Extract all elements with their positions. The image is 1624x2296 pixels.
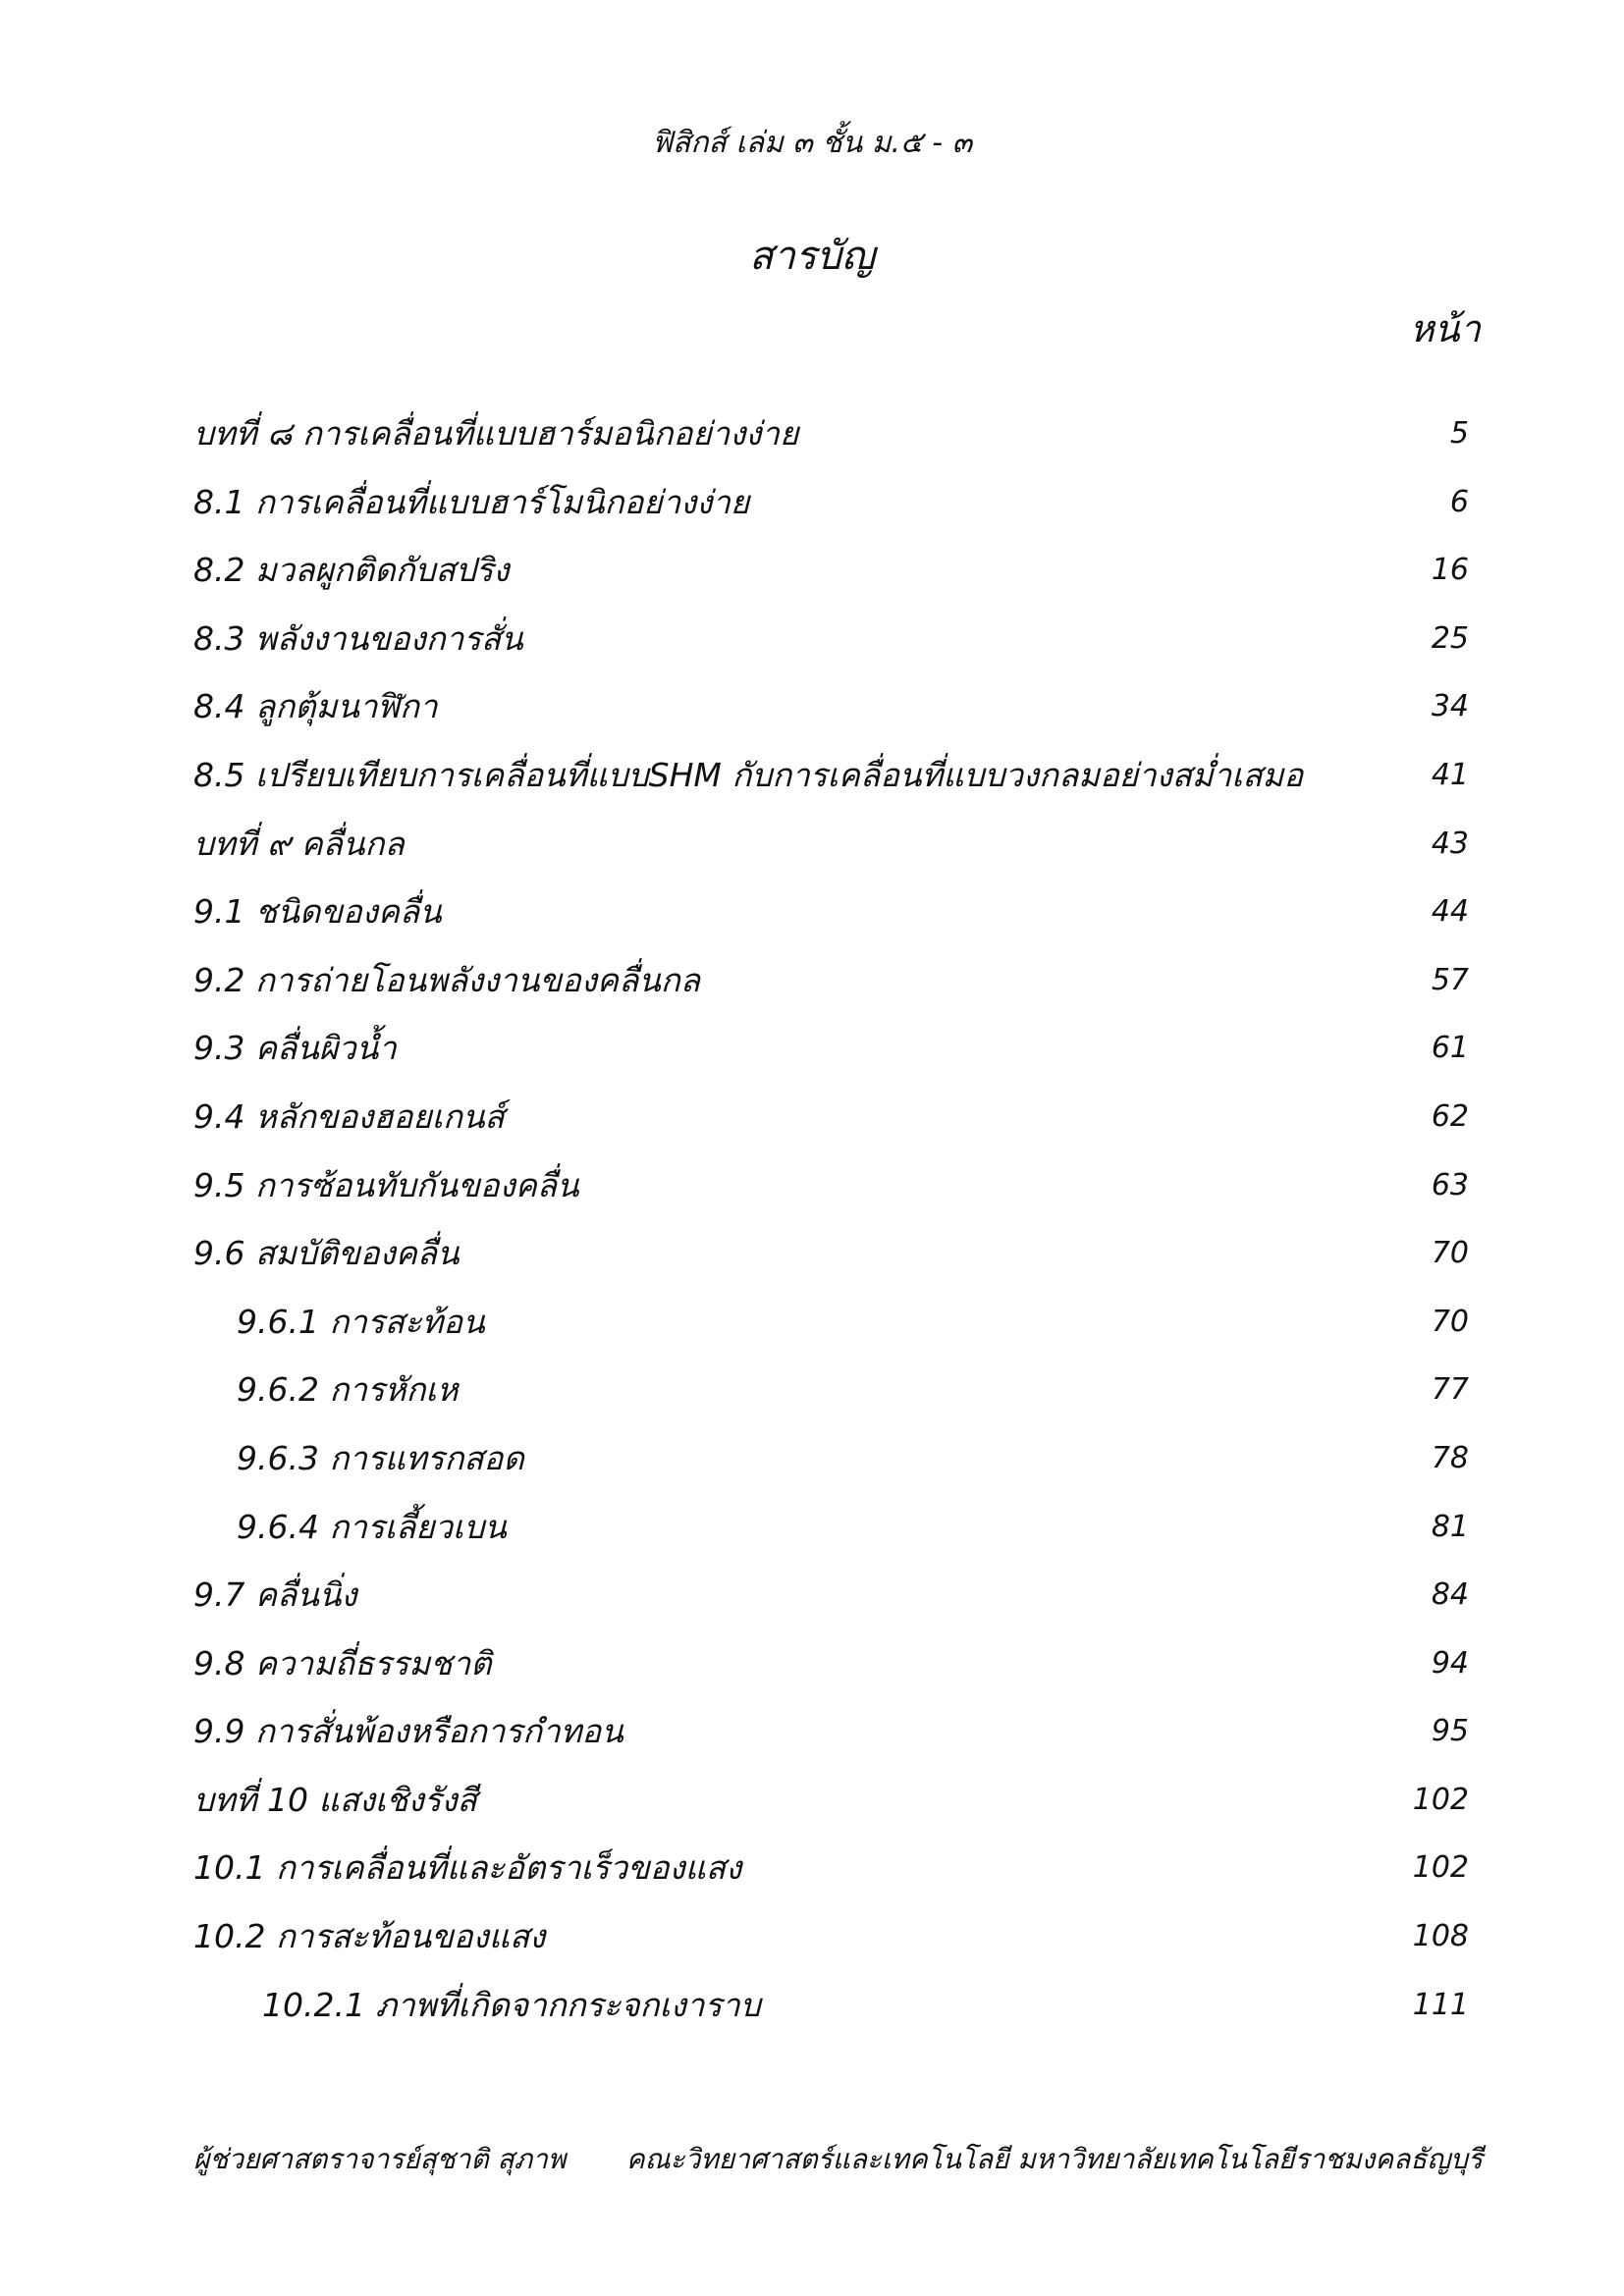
toc-entry-title: 8.5 เปรียบเทียบการเคลื่อนที่แบบSHM กับการเคลื่อนที่แบบวงกลมอย่างสม่ำเสมอ [193, 755, 1304, 794]
toc-entry [193, 610, 1483, 678]
footer-affiliation: คณะวิทยาศาสตร์และเทคโนโลยี มหาวิทยาลัยเทคโนโลยีราชมงคลธัญบุรี [625, 2143, 1483, 2175]
toc-entry [193, 473, 1483, 542]
toc-entry-page: 63 [1431, 1167, 1469, 1202]
toc-entry-title: บทที่ 10 แสงเชิงรังสี [193, 1780, 477, 1819]
toc-entry-title: 9.7 คลื่นนิ่ง [193, 1575, 357, 1615]
footer-author: ผู้ช่วยศาสตราจารย์สุชาติ สุภาพ [193, 2143, 567, 2175]
toc-entry [193, 1224, 1483, 1293]
toc-entry-title: 9.3 คลื่นผิวน้ำ [193, 1029, 397, 1068]
toc-entry-page: 16 [1431, 553, 1469, 588]
toc-entry [193, 815, 1483, 883]
toc-subentry [193, 1498, 1483, 1567]
page-column-label: หน้า [1409, 307, 1481, 350]
toc-entry-page: 62 [1431, 1098, 1469, 1134]
toc-entry-title: 8.2 มวลผูกติดกับสปริง [193, 551, 510, 590]
toc-entry [193, 951, 1483, 1020]
toc-entry-page: 78 [1431, 1440, 1469, 1475]
toc-entry-page: 44 [1431, 894, 1469, 930]
toc-entry-page: 81 [1431, 1509, 1469, 1544]
toc-entry-page: 77 [1431, 1372, 1469, 1408]
toc-entry [193, 1771, 1483, 1840]
toc-entry-page: 95 [1431, 1714, 1469, 1749]
toc-entry [193, 541, 1483, 610]
toc-entry-page: 102 [1412, 1782, 1469, 1817]
toc-subentry [193, 1429, 1483, 1498]
toc-entry [193, 882, 1483, 951]
toc-entry [193, 1634, 1483, 1703]
toc-entry [193, 746, 1483, 815]
toc-entry-title: 8.1 การเคลื่อนที่แบบฮาร์โมนิกอย่างง่าย [193, 482, 750, 521]
toc-subentry [193, 1293, 1483, 1362]
toc-entry [193, 1019, 1483, 1088]
toc-subentry [193, 1976, 1483, 2045]
toc-entry-title: 8.3 พลังงานของการสั่น [193, 618, 523, 658]
toc-entry-title: 9.6.4 การเลี้ยวเบน [237, 1507, 507, 1546]
toc-entry-page: 70 [1431, 1236, 1469, 1271]
toc-entry-title: 9.8 ความถี่ธรรมชาติ [193, 1643, 492, 1682]
toc-entry-title: 10.1 การเคลื่อนที่และอัตราเร็วของแสง [193, 1848, 742, 1888]
toc-entry-page: 43 [1431, 826, 1469, 861]
toc-entry [193, 1088, 1483, 1156]
running-header: ฟิสิกส์ เล่ม ๓ ชั้น ม.๕ - ๓ [651, 126, 973, 160]
toc-entry-page: 41 [1431, 757, 1469, 792]
toc-entry-title: 9.9 การสั่นพ้องหรือการกำทอน [193, 1712, 623, 1751]
toc-entry-page: 84 [1431, 1577, 1469, 1613]
toc-entry-title: 9.6 สมบัติของคลื่น [193, 1234, 460, 1273]
toc-entry-page: 70 [1431, 1304, 1469, 1339]
toc-entry-title: 10.2 การสะท้อนของแสง [193, 1917, 546, 1956]
toc-entry [193, 1566, 1483, 1634]
toc-entry [193, 1839, 1483, 1907]
toc-entry-title: 9.6.3 การแทรกสอด [237, 1438, 524, 1477]
toc-entry-title: 8.4 ลูกตุ้มนาฬิกา [193, 687, 438, 726]
toc-subentry [193, 1361, 1483, 1429]
toc-entry-page: 6 [1449, 484, 1469, 519]
toc-entry-title: 9.6.1 การสะท้อน [237, 1302, 485, 1341]
table-of-contents [193, 404, 1483, 2044]
toc-entry-page: 61 [1431, 1031, 1469, 1066]
toc-entry [193, 1156, 1483, 1225]
toc-entry-title: 9.1 ชนิดของคลื่น [193, 892, 442, 932]
toc-entry-title: บทที่ ๘ การเคลื่อนที่แบบฮาร์มอนิกอย่างง่าย [193, 414, 799, 453]
toc-entry-title: 10.2.1 ภาพที่เกิดจากกระจกเงาราบ [262, 1985, 761, 2024]
toc-entry-title: 9.4 หลักของฮอยเกนส์ [193, 1096, 505, 1136]
toc-entry-title: 9.5 การซ้อนทับกันของคลื่น [193, 1165, 579, 1204]
toc-entry-page: 94 [1431, 1645, 1469, 1681]
toc-entry-page: 34 [1431, 689, 1469, 724]
toc-entry-page: 25 [1431, 620, 1469, 656]
toc-entry-page: 57 [1431, 962, 1469, 997]
toc-entry-title: 9.6.2 การหักเห [237, 1370, 459, 1410]
toc-entry-page: 111 [1412, 1987, 1469, 2022]
toc-title: สารบัญ [749, 234, 875, 279]
toc-entry-title: 9.2 การถ่ายโอนพลังงานของคลื่นกล [193, 960, 700, 999]
toc-entry [193, 1907, 1483, 1976]
toc-entry-page: 108 [1412, 1919, 1469, 1954]
toc-entry [193, 1702, 1483, 1771]
toc-entry-title: บทที่ ๙ คลื่นกล [193, 824, 405, 863]
toc-entry-page: 5 [1449, 416, 1469, 451]
toc-entry [193, 677, 1483, 746]
toc-entry-page: 102 [1412, 1850, 1469, 1886]
toc-entry [193, 404, 1483, 473]
